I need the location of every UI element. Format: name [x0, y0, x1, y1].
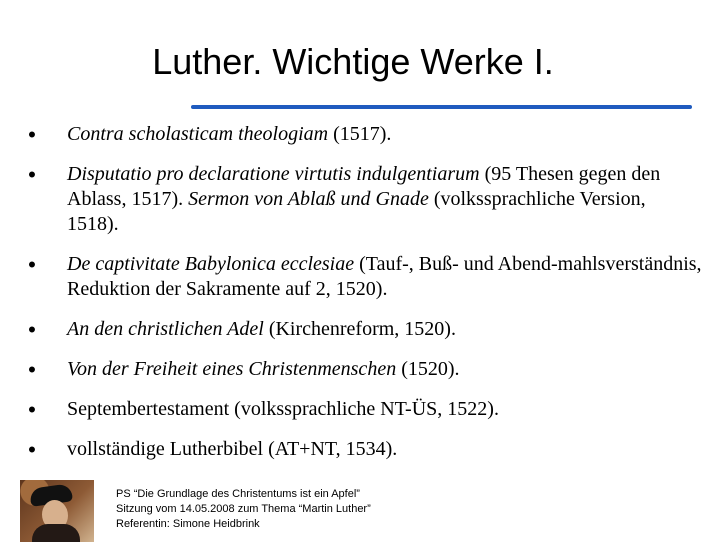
work-title: Von der Freiheit eines Christenmenschen	[67, 358, 397, 380]
work-note: vollständige Lutherbibel (AT+NT, 1534).	[67, 438, 398, 460]
bullet-dot-icon: •	[28, 252, 36, 277]
bullet-item	[22, 317, 702, 342]
work-title: An den christlichen Adel	[67, 318, 264, 340]
work-note: (volkssprachliche Version, 1518).	[67, 188, 646, 235]
footer-line-course: PS “Die Grundlage des Christentums ist ein Apfel”	[116, 488, 360, 500]
luther-portrait-image	[20, 480, 94, 542]
work-note: (1517).	[328, 123, 392, 145]
slide-title: Luther. Wichtige Werke I.	[152, 41, 554, 82]
bullet-item	[22, 162, 702, 237]
bullet-dot-icon: •	[28, 357, 36, 382]
bullet-dot-icon: •	[28, 162, 36, 187]
bullet-item	[22, 437, 702, 462]
title-underline	[191, 105, 692, 109]
work-title: Disputatio pro declaratione virtutis indulgentiarum	[67, 163, 480, 185]
work-note: (Tauf-, Buß- und Abend-mahlsverständnis, Reduktion der Sakramente auf 2, 1520).	[67, 253, 702, 300]
bullet-item	[22, 122, 702, 147]
work-title: Sermon von Ablaß und Gnade	[188, 188, 429, 210]
work-note: (1520).	[396, 358, 460, 380]
bullet-item	[22, 397, 702, 422]
bullet-dot-icon: •	[28, 317, 36, 342]
footer-info	[116, 487, 446, 532]
work-title: De captivitate Babylonica ecclesiae	[67, 253, 355, 275]
footer-line-session: Sitzung vom 14.05.2008 zum Thema “Martin Luther”	[116, 503, 371, 515]
portrait-robe	[32, 524, 80, 542]
bullet-item	[22, 357, 702, 382]
bullet-item	[22, 252, 702, 302]
work-title: Contra scholasticam theologiam	[67, 123, 329, 145]
work-note: (Kirchenreform, 1520).	[263, 318, 456, 340]
bullet-dot-icon: •	[28, 437, 36, 462]
bullet-dot-icon: •	[28, 122, 36, 147]
bullet-list	[22, 122, 702, 462]
footer-line-presenter: Referentin: Simone Heidbrink	[116, 518, 260, 530]
bullet-dot-icon: •	[28, 397, 36, 422]
work-note: Septembertestament (volkssprachliche NT-ÜS, 1522).	[67, 398, 499, 420]
work-note: (95 Thesen gegen den Ablass, 1517).	[67, 163, 661, 210]
